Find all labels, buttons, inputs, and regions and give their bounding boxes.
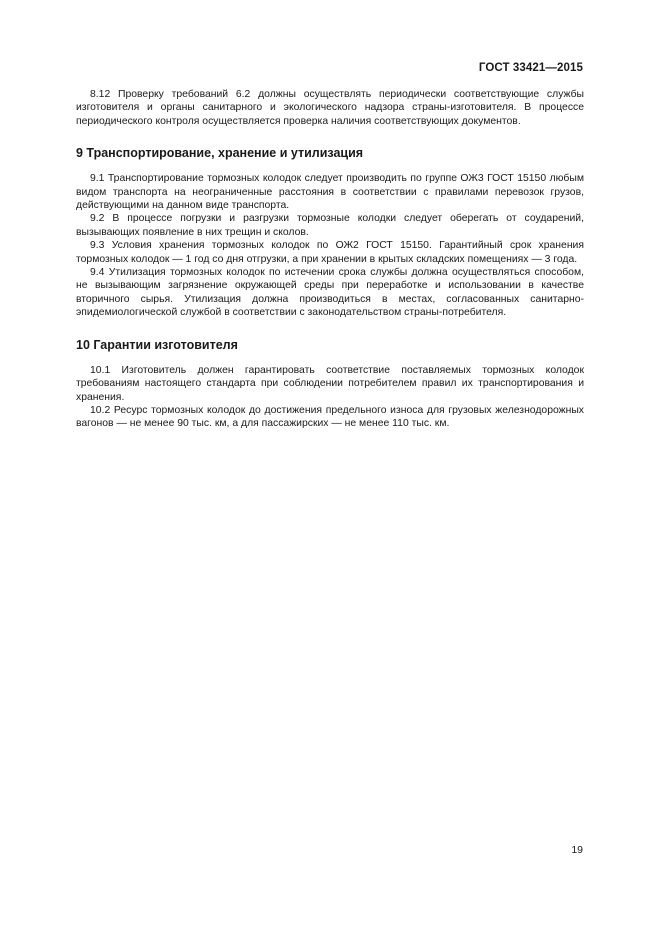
paragraph-9-3: 9.3 Условия хранения тормозных колодок по ОЖ2 ГОСТ 15150. Гарантийный срок хранения тормозных колодок — 1 год со дня отгрузки, а при хранении в крытых складских помещениях — 3 года.	[76, 240, 584, 265]
page-content	[76, 88, 584, 431]
document-code: ГОСТ 33421—2015	[478, 62, 583, 74]
section-title-10: 10 Гарантии изготовителя	[76, 337, 238, 352]
paragraph-9-2: 9.2 В процессе погрузки и разгрузки тормозные колодки следует оберегать от соударений, вызывающих появление в них трещин и сколов.	[76, 213, 584, 238]
paragraph-9-1: 9.1 Транспортирование тормозных колодок следует производить по группе ОЖ3 ГОСТ 15150 любым видом транспорта на неограниченные расстояния в соответствии с правилами перевозок грузов, действующими на данном виде транспорта.	[76, 173, 584, 212]
page-number: 19	[571, 844, 583, 856]
paragraph-8-12: 8.12 Проверку требований 6.2 должны осуществлять периодически соответствующие службы изготовителя и органы санитарного и экологического надзора страны-изготовителя. В процессе периодического контроля осуществляется проверка наличия соответствующих документов.	[76, 89, 584, 127]
paragraph-9-4: 9.4 Утилизация тормозных колодок по истечении срока службы должна осуществляться способом, не вызывающим загрязнение окружающей среды при переработке и использовании в качестве вторичного сырья. Утилизация должна производиться в местах, согласованных санитарно-эпидемиологической службой в соответствии с законодательством страны-потребителя.	[76, 267, 584, 319]
section-title-9: 9 Транспортирование, хранение и утилизация	[76, 146, 364, 161]
paragraph-10-2: 10.2 Ресурс тормозных колодок до достижения предельного износа для грузовых железнодорожных вагонов — не менее 90 тыс. км, а для пассажирских — не менее 110 тыс. км.	[76, 404, 584, 430]
paragraph-10-1: 10.1 Изготовитель должен гарантировать соответствие поставляемых тормозных колодок требованиям настоящего стандарта при соблюдении потребителем правил их транспортирования и хранения.	[76, 364, 584, 403]
